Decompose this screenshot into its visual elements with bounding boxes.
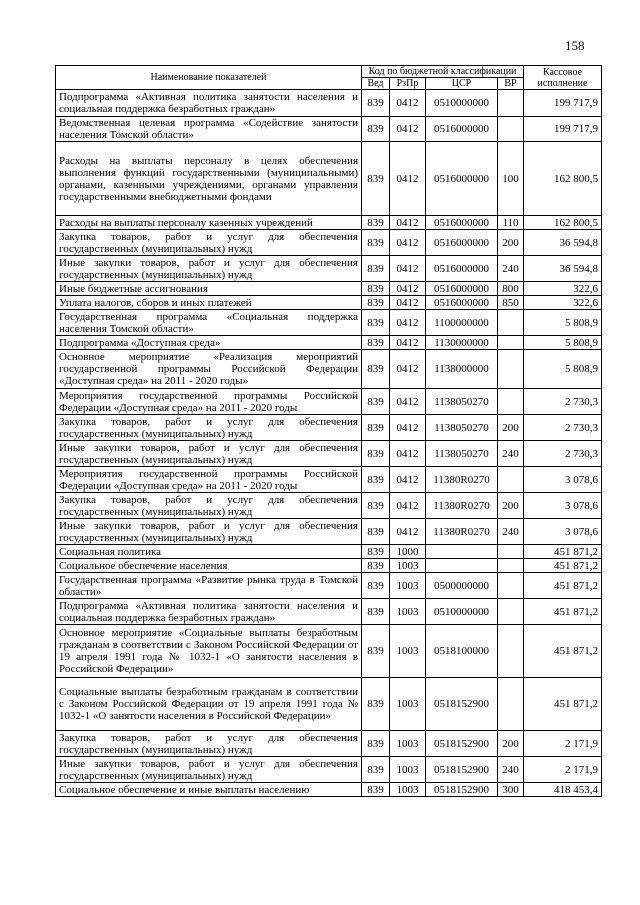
table-row [56, 731, 602, 757]
table-row [56, 599, 602, 625]
row-name: Иные закупки товаров, работ и услуг для обеспечения государственных (муниципальных) нужд [56, 519, 362, 545]
table-row [56, 350, 602, 389]
row-name: Социальная политика [56, 545, 362, 559]
row-name: Ведомственная целевая программа «Содействие занятости населения Томской области» [56, 117, 362, 142]
row-csr: 1100000000 [426, 310, 498, 336]
table-row [56, 389, 602, 415]
row-csr: 11380R0270 [426, 467, 498, 493]
row-name: Социальные выплаты безработным гражданам в соответствии с Законом Российской Федерации от 19 апреля 1991 года № 1032-1 «О занятости населения в Российской Федерации» [56, 678, 362, 731]
row-name: Государственная программа «Развитие рынка труда в Томской области» [56, 573, 362, 599]
row-vr: 240 [498, 519, 524, 545]
row-ved: 839 [362, 559, 390, 573]
row-rzpr: 1003 [390, 783, 426, 797]
row-vr: 200 [498, 230, 524, 256]
row-rzpr: 0412 [390, 256, 426, 282]
row-rzpr: 1003 [390, 731, 426, 757]
row-csr: 0510000000 [426, 599, 498, 625]
row-ved: 839 [362, 731, 390, 757]
row-vr [498, 625, 524, 678]
row-amount: 5 808,9 [524, 336, 602, 350]
row-ved: 839 [362, 256, 390, 282]
header-vr: ВР [498, 78, 524, 90]
row-vr: 240 [498, 256, 524, 282]
row-amount: 322,6 [524, 296, 602, 310]
row-csr: 0516000000 [426, 142, 498, 216]
row-ved: 839 [362, 389, 390, 415]
row-vr: 200 [498, 731, 524, 757]
table-row [56, 783, 602, 797]
row-csr: 0516000000 [426, 256, 498, 282]
row-csr: 0516000000 [426, 216, 498, 230]
row-vr [498, 467, 524, 493]
row-rzpr: 1003 [390, 625, 426, 678]
row-ved: 839 [362, 467, 390, 493]
header-amount: Кассовое исполнение [524, 66, 602, 90]
table-row [56, 142, 602, 216]
row-rzpr: 0412 [390, 310, 426, 336]
table-row [56, 310, 602, 336]
row-amount: 162 800,5 [524, 216, 602, 230]
row-vr [498, 310, 524, 336]
row-ved: 839 [362, 230, 390, 256]
table-row [56, 573, 602, 599]
row-name: Иные бюджетные ассигнования [56, 282, 362, 296]
row-csr: 0518100000 [426, 625, 498, 678]
row-amount: 451 871,2 [524, 545, 602, 559]
row-amount: 451 871,2 [524, 678, 602, 731]
row-name: Мероприятия государственной программы Российской Федерации «Доступная среда» на 2011 - 2020 годы [56, 389, 362, 415]
table-row [56, 256, 602, 282]
table-row [56, 678, 602, 731]
row-vr [498, 389, 524, 415]
row-vr [498, 599, 524, 625]
row-rzpr: 1003 [390, 757, 426, 783]
row-amount: 451 871,2 [524, 599, 602, 625]
row-name: Мероприятия государственной программы Российской Федерации «Доступная среда» на 2011 - 2020 годы [56, 467, 362, 493]
table-row [56, 625, 602, 678]
table-row [56, 90, 602, 117]
table-row [56, 415, 602, 441]
row-name: Иные закупки товаров, работ и услуг для обеспечения государственных (муниципальных) нужд [56, 256, 362, 282]
row-amount: 3 078,6 [524, 519, 602, 545]
row-name: Государственная программа «Социальная поддержка населения Томской области» [56, 310, 362, 336]
row-csr: 0518152900 [426, 678, 498, 731]
row-name: Основное мероприятие «Социальные выплаты безработным гражданам в соответствии с Законом Российской Федерации от 19 апреля 1991 года № 1032-1 «О занятости населения в Российской Федерации» [56, 625, 362, 678]
row-name: Уплата налогов, сборов и иных платежей [56, 296, 362, 310]
row-csr [426, 559, 498, 573]
header-rzpr: РзПр [390, 78, 426, 90]
row-vr: 110 [498, 216, 524, 230]
table-row [56, 559, 602, 573]
table-row [56, 282, 602, 296]
row-rzpr: 0412 [390, 282, 426, 296]
row-csr: 0518152900 [426, 783, 498, 797]
row-csr: 0516000000 [426, 296, 498, 310]
row-name: Расходы на выплаты персоналу казенных учреждений [56, 216, 362, 230]
row-rzpr: 0412 [390, 230, 426, 256]
table-row [56, 216, 602, 230]
row-rzpr: 0412 [390, 441, 426, 467]
row-rzpr: 0412 [390, 415, 426, 441]
row-amount: 418 453,4 [524, 783, 602, 797]
row-vr: 100 [498, 142, 524, 216]
row-ved: 839 [362, 441, 390, 467]
row-ved: 839 [362, 519, 390, 545]
table-row [56, 441, 602, 467]
row-rzpr: 0412 [390, 493, 426, 519]
row-ved: 839 [362, 282, 390, 296]
row-ved: 839 [362, 216, 390, 230]
row-csr: 1138000000 [426, 350, 498, 389]
header-code-group: Код по бюджетной классификации [362, 66, 524, 78]
row-amount: 199 717,9 [524, 117, 602, 142]
row-rzpr: 0412 [390, 389, 426, 415]
row-vr [498, 573, 524, 599]
row-csr: 11380R0270 [426, 519, 498, 545]
row-ved: 839 [362, 336, 390, 350]
row-csr: 0516000000 [426, 230, 498, 256]
row-vr: 240 [498, 441, 524, 467]
table-row [56, 296, 602, 310]
row-amount: 451 871,2 [524, 625, 602, 678]
row-ved: 839 [362, 350, 390, 389]
row-vr: 850 [498, 296, 524, 310]
row-amount: 3 078,6 [524, 467, 602, 493]
row-ved: 839 [362, 90, 390, 117]
row-vr [498, 90, 524, 117]
row-csr: 11380R0270 [426, 493, 498, 519]
row-rzpr: 1000 [390, 545, 426, 559]
row-name: Иные закупки товаров, работ и услуг для обеспечения государственных (муниципальных) нужд [56, 441, 362, 467]
table-row [56, 545, 602, 559]
row-name: Расходы на выплаты персоналу в целях обеспечения выполнения функций государственными (муниципальными) органами, казенными учреждениями, органами управления государственными внебюджетными фондами [56, 142, 362, 216]
row-vr [498, 350, 524, 389]
row-ved: 839 [362, 757, 390, 783]
row-name: Основное мероприятие «Реализация мероприятий государственной программы Российской Федерации «Доступная среда» на 2011 - 2020 годы» [56, 350, 362, 389]
row-csr: 0516000000 [426, 282, 498, 296]
row-csr: 0518152900 [426, 757, 498, 783]
row-ved: 839 [362, 573, 390, 599]
row-name: Закупка товаров, работ и услуг для обеспечения государственных (муниципальных) нужд [56, 731, 362, 757]
header-csr: ЦСР [426, 78, 498, 90]
row-vr: 300 [498, 783, 524, 797]
row-amount: 3 078,6 [524, 493, 602, 519]
row-amount: 2 171,9 [524, 757, 602, 783]
row-rzpr: 1003 [390, 678, 426, 731]
row-amount: 199 717,9 [524, 90, 602, 117]
row-csr: 1138050270 [426, 415, 498, 441]
row-rzpr: 0412 [390, 216, 426, 230]
row-vr [498, 678, 524, 731]
row-ved: 839 [362, 310, 390, 336]
table-row [56, 230, 602, 256]
row-csr: 0518152900 [426, 731, 498, 757]
row-amount: 451 871,2 [524, 573, 602, 599]
row-ved: 839 [362, 415, 390, 441]
row-csr: 0516000000 [426, 117, 498, 142]
row-vr: 200 [498, 493, 524, 519]
row-amount: 2 730,3 [524, 415, 602, 441]
table-row [56, 757, 602, 783]
row-name: Иные закупки товаров, работ и услуг для обеспечения государственных (муниципальных) нужд [56, 757, 362, 783]
row-name: Закупка товаров, работ и услуг для обеспечения государственных (муниципальных) нужд [56, 493, 362, 519]
row-rzpr: 0412 [390, 519, 426, 545]
row-ved: 839 [362, 545, 390, 559]
row-rzpr: 0412 [390, 117, 426, 142]
row-rzpr: 1003 [390, 599, 426, 625]
row-amount: 5 808,9 [524, 310, 602, 336]
header-ved: Вед [362, 78, 390, 90]
table-row [56, 493, 602, 519]
header-name: Наименование показателей [56, 66, 362, 90]
budget-table [55, 65, 602, 797]
row-rzpr: 0412 [390, 90, 426, 117]
row-amount: 5 808,9 [524, 350, 602, 389]
page-number: 158 [565, 38, 585, 53]
row-ved: 839 [362, 493, 390, 519]
row-ved: 839 [362, 678, 390, 731]
row-amount: 451 871,2 [524, 559, 602, 573]
row-amount: 36 594,8 [524, 256, 602, 282]
row-csr: 1138050270 [426, 441, 498, 467]
row-ved: 839 [362, 142, 390, 216]
row-ved: 839 [362, 625, 390, 678]
row-name: Подпрограмма «Активная политика занятости населения и социальная поддержка безработных граждан» [56, 90, 362, 117]
row-csr: 0500000000 [426, 573, 498, 599]
table-row [56, 519, 602, 545]
row-vr [498, 336, 524, 350]
row-ved: 839 [362, 296, 390, 310]
row-amount: 36 594,8 [524, 230, 602, 256]
row-vr [498, 117, 524, 142]
row-rzpr: 0412 [390, 336, 426, 350]
row-ved: 839 [362, 783, 390, 797]
row-csr: 1138050270 [426, 389, 498, 415]
row-csr: 1130000000 [426, 336, 498, 350]
row-rzpr: 0412 [390, 350, 426, 389]
row-rzpr: 1003 [390, 573, 426, 599]
row-csr: 0510000000 [426, 90, 498, 117]
row-amount: 322,6 [524, 282, 602, 296]
row-csr [426, 545, 498, 559]
row-name: Закупка товаров, работ и услуг для обеспечения государственных (муниципальных) нужд [56, 415, 362, 441]
row-name: Подпрограмма «Доступная среда» [56, 336, 362, 350]
table-row [56, 117, 602, 142]
row-vr [498, 545, 524, 559]
row-rzpr: 0412 [390, 296, 426, 310]
row-name: Закупка товаров, работ и услуг для обеспечения государственных (муниципальных) нужд [56, 230, 362, 256]
row-rzpr: 0412 [390, 142, 426, 216]
row-vr: 240 [498, 757, 524, 783]
table-row [56, 467, 602, 493]
row-vr: 200 [498, 415, 524, 441]
row-name: Подпрограмма «Активная политика занятости населения и социальная поддержка безработных граждан» [56, 599, 362, 625]
row-vr [498, 559, 524, 573]
row-ved: 839 [362, 117, 390, 142]
row-name: Социальное обеспечение и иные выплаты населению [56, 783, 362, 797]
row-vr: 800 [498, 282, 524, 296]
row-amount: 2 730,3 [524, 389, 602, 415]
row-name: Социальное обеспечение населения [56, 559, 362, 573]
row-amount: 162 800,5 [524, 142, 602, 216]
row-rzpr: 0412 [390, 467, 426, 493]
table-row [56, 336, 602, 350]
row-ved: 839 [362, 599, 390, 625]
row-amount: 2 730,3 [524, 441, 602, 467]
row-rzpr: 1003 [390, 559, 426, 573]
row-amount: 2 171,9 [524, 731, 602, 757]
